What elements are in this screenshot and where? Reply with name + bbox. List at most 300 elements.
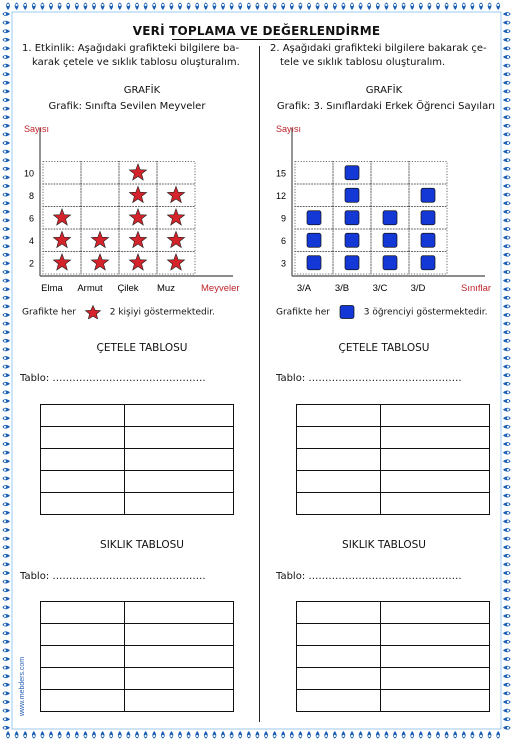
border-drop bbox=[316, 731, 320, 739]
border-drop bbox=[6, 731, 10, 739]
table-cell[interactable] bbox=[125, 471, 234, 493]
table-cell[interactable] bbox=[381, 449, 490, 471]
border-drop-dot bbox=[4, 649, 6, 651]
border-drop bbox=[503, 692, 511, 696]
border-drop bbox=[3, 270, 11, 274]
border-drop bbox=[3, 176, 11, 180]
table-cell[interactable] bbox=[41, 690, 125, 712]
border-ornament bbox=[453, 3, 457, 11]
border-drop bbox=[230, 731, 234, 739]
border-drop-dot bbox=[84, 735, 86, 737]
border-ornament bbox=[3, 365, 11, 369]
border-drop-dot bbox=[507, 73, 509, 75]
border-drop bbox=[503, 12, 511, 16]
table-cell[interactable] bbox=[381, 493, 490, 515]
border-ornament bbox=[342, 3, 346, 11]
border-ornament bbox=[256, 3, 260, 11]
border-drop-dot bbox=[4, 675, 6, 677]
border-drop bbox=[503, 365, 511, 369]
border-ornament bbox=[3, 90, 11, 94]
border-drop-dot bbox=[507, 426, 509, 428]
border-drop bbox=[503, 511, 511, 515]
y-tick-label: 12 bbox=[275, 190, 286, 201]
border-ornament bbox=[503, 502, 511, 506]
right-question-line-1: 2. Aşağıdaki grafikteki bilgilere bakarak çe- bbox=[270, 43, 487, 54]
border-ornament bbox=[503, 563, 511, 567]
border-ornament bbox=[3, 468, 11, 472]
left-graph-title: Grafik: Sınıfta Sevilen Meyveler bbox=[48, 101, 206, 112]
border-ornament bbox=[3, 554, 11, 558]
right-question bbox=[270, 42, 502, 70]
border-drop bbox=[462, 3, 466, 11]
border-drop bbox=[152, 3, 156, 11]
border-drop bbox=[3, 649, 11, 653]
border-drop bbox=[419, 731, 423, 739]
border-drop-dot bbox=[4, 245, 6, 247]
border-drop bbox=[503, 339, 511, 343]
border-drop-dot bbox=[325, 735, 327, 737]
border-drop bbox=[503, 588, 511, 592]
border-drop-dot bbox=[507, 237, 509, 239]
y-tick-label: 10 bbox=[23, 168, 34, 179]
border-drop bbox=[436, 3, 440, 11]
border-ornament bbox=[503, 631, 511, 635]
border-drop bbox=[3, 382, 11, 386]
border-drop-dot bbox=[507, 512, 509, 514]
border-drop-dot bbox=[4, 727, 6, 729]
border-drop bbox=[66, 3, 70, 11]
border-drop bbox=[503, 81, 511, 85]
border-ornament bbox=[436, 731, 440, 739]
border-drop-dot bbox=[4, 323, 6, 325]
table-cell[interactable] bbox=[297, 646, 381, 668]
border-drop bbox=[3, 158, 11, 162]
border-drop-dot bbox=[437, 4, 439, 6]
border-drop-dot bbox=[41, 4, 43, 6]
border-drop-dot bbox=[110, 4, 112, 6]
border-drop bbox=[316, 3, 320, 11]
border-drop bbox=[3, 700, 11, 704]
border-drop-dot bbox=[299, 4, 301, 6]
border-drop-dot bbox=[411, 735, 413, 737]
table-cell[interactable] bbox=[297, 602, 381, 624]
border-drop bbox=[230, 3, 234, 11]
table-cell[interactable] bbox=[381, 624, 490, 646]
border-drop-dot bbox=[507, 159, 509, 161]
border-drop bbox=[3, 459, 11, 463]
chart-mark-square bbox=[307, 211, 321, 225]
border-drop bbox=[92, 3, 96, 11]
table-cell[interactable] bbox=[297, 427, 381, 449]
border-drop-dot bbox=[205, 4, 207, 6]
table-cell[interactable] bbox=[125, 427, 234, 449]
border-ornament bbox=[496, 731, 500, 739]
border-drop bbox=[393, 3, 397, 11]
border-drop bbox=[3, 683, 11, 687]
table-cell[interactable] bbox=[41, 668, 125, 690]
border-drop-dot bbox=[4, 692, 6, 694]
border-ornament bbox=[410, 3, 414, 11]
border-ornament bbox=[3, 485, 11, 489]
border-drop bbox=[161, 731, 165, 739]
table-cell[interactable] bbox=[125, 602, 234, 624]
border-drop bbox=[238, 731, 242, 739]
x-axis-label: Sınıflar bbox=[461, 283, 492, 294]
border-ornament bbox=[3, 416, 11, 420]
border-ornament bbox=[503, 468, 511, 472]
border-drop bbox=[3, 339, 11, 343]
border-ornament bbox=[3, 683, 11, 687]
table-cell[interactable] bbox=[297, 471, 381, 493]
border-drop bbox=[3, 494, 11, 498]
chart-grid-cell bbox=[81, 184, 119, 207]
border-drop-dot bbox=[248, 735, 250, 737]
border-ornament bbox=[3, 158, 11, 162]
border-ornament bbox=[3, 184, 11, 188]
border-drop-dot bbox=[4, 116, 6, 118]
table-cell[interactable] bbox=[125, 493, 234, 515]
border-drop bbox=[3, 434, 11, 438]
border-ornament bbox=[75, 3, 79, 11]
border-drop bbox=[3, 322, 11, 326]
border-drop-dot bbox=[507, 460, 509, 462]
border-drop-dot bbox=[4, 366, 6, 368]
border-drop bbox=[3, 227, 11, 231]
border-drop bbox=[109, 731, 113, 739]
border-ornament bbox=[503, 425, 511, 429]
border-drop bbox=[3, 485, 11, 489]
border-ornament bbox=[376, 3, 380, 11]
border-ornament bbox=[3, 262, 11, 266]
border-drop-dot bbox=[4, 563, 6, 565]
table-cell[interactable] bbox=[41, 602, 125, 624]
table-cell[interactable] bbox=[41, 493, 125, 515]
border-drop-dot bbox=[188, 4, 190, 6]
border-drop bbox=[32, 731, 36, 739]
border-drop bbox=[187, 731, 191, 739]
table-cell[interactable] bbox=[297, 449, 381, 471]
border-drop bbox=[204, 731, 208, 739]
border-ornament bbox=[3, 38, 11, 42]
table-cell[interactable] bbox=[41, 646, 125, 668]
border-drop bbox=[247, 3, 251, 11]
border-ornament bbox=[135, 3, 139, 11]
border-ornament bbox=[503, 657, 511, 661]
border-drop bbox=[247, 731, 251, 739]
border-drop-dot bbox=[507, 56, 509, 58]
border-drop bbox=[402, 3, 406, 11]
table-cell[interactable] bbox=[297, 493, 381, 515]
border-ornament bbox=[3, 391, 11, 395]
border-drop bbox=[3, 580, 11, 584]
border-drop bbox=[264, 3, 268, 11]
border-drop-dot bbox=[420, 735, 422, 737]
right-tally-table bbox=[296, 404, 490, 515]
border-drop bbox=[503, 399, 511, 403]
border-drop-dot bbox=[497, 735, 499, 737]
table-cell[interactable] bbox=[125, 624, 234, 646]
border-drop bbox=[3, 141, 11, 145]
border-ornament bbox=[3, 133, 11, 137]
border-drop bbox=[3, 391, 11, 395]
border-drop-dot bbox=[67, 735, 69, 737]
border-ornament bbox=[376, 731, 380, 739]
border-drop-dot bbox=[4, 262, 6, 264]
chart-mark-square bbox=[345, 233, 359, 247]
border-drop bbox=[503, 717, 511, 721]
border-drop bbox=[15, 3, 19, 11]
y-tick-label: 4 bbox=[28, 235, 34, 246]
border-drop bbox=[3, 442, 11, 446]
chart-mark-star bbox=[53, 209, 70, 225]
border-drop-dot bbox=[507, 194, 509, 196]
border-drop bbox=[462, 731, 466, 739]
border-ornament bbox=[3, 631, 11, 635]
border-ornament bbox=[3, 219, 11, 223]
border-ornament bbox=[23, 731, 27, 739]
border-ornament bbox=[3, 227, 11, 231]
border-drop bbox=[503, 563, 511, 567]
border-drop bbox=[350, 731, 354, 739]
table-cell[interactable] bbox=[381, 471, 490, 493]
border-ornament bbox=[195, 3, 199, 11]
chart-mark-square bbox=[383, 256, 397, 270]
border-drop-dot bbox=[16, 4, 18, 6]
table-cell[interactable] bbox=[297, 668, 381, 690]
border-drop bbox=[367, 731, 371, 739]
border-ornament bbox=[503, 373, 511, 377]
border-ornament bbox=[307, 731, 311, 739]
left-tally-title-field[interactable]: Tablo: ………………………………………. bbox=[20, 373, 206, 384]
table-cell[interactable] bbox=[125, 646, 234, 668]
border-drop-dot bbox=[222, 4, 224, 6]
border-drop bbox=[503, 434, 511, 438]
watermark-text: www.mebders.com bbox=[19, 656, 26, 716]
border-drop-dot bbox=[213, 4, 215, 6]
border-ornament bbox=[15, 3, 19, 11]
border-ornament bbox=[3, 47, 11, 51]
chart-mark-square bbox=[383, 233, 397, 247]
table-cell[interactable] bbox=[297, 405, 381, 427]
border-ornament bbox=[3, 330, 11, 334]
right-freq-title-field[interactable]: Tablo: ………………………………………. bbox=[276, 571, 462, 582]
border-drop bbox=[503, 580, 511, 584]
chart-mark-square bbox=[307, 233, 321, 247]
border-drop bbox=[307, 731, 311, 739]
border-ornament bbox=[109, 731, 113, 739]
border-ornament bbox=[503, 365, 511, 369]
border-drop bbox=[503, 649, 511, 653]
border-drop bbox=[41, 3, 45, 11]
border-ornament bbox=[32, 731, 36, 739]
border-drop-dot bbox=[385, 735, 387, 737]
chart-mark-star bbox=[129, 186, 146, 202]
border-drop-dot bbox=[4, 90, 6, 92]
y-axis-label: Sayısı bbox=[24, 124, 50, 134]
x-tick-label: 3/B bbox=[334, 283, 350, 294]
border-drop bbox=[503, 459, 511, 463]
table-cell[interactable] bbox=[125, 449, 234, 471]
border-ornament bbox=[3, 356, 11, 360]
border-drop bbox=[3, 184, 11, 188]
border-ornament bbox=[503, 391, 511, 395]
border-drop-dot bbox=[4, 357, 6, 359]
border-drop-dot bbox=[4, 589, 6, 591]
border-drop bbox=[367, 3, 371, 11]
border-drop bbox=[3, 623, 11, 627]
border-drop-dot bbox=[480, 735, 482, 737]
border-drop bbox=[238, 3, 242, 11]
border-drop-dot bbox=[4, 151, 6, 153]
border-drop-dot bbox=[507, 692, 509, 694]
table-cell[interactable] bbox=[381, 668, 490, 690]
table-cell[interactable] bbox=[41, 405, 125, 427]
border-drop-dot bbox=[4, 82, 6, 84]
border-drop bbox=[3, 511, 11, 515]
border-drop bbox=[3, 468, 11, 472]
border-drop-dot bbox=[4, 65, 6, 67]
table-cell[interactable] bbox=[41, 427, 125, 449]
border-drop-dot bbox=[299, 735, 301, 737]
border-drop bbox=[488, 3, 492, 11]
right-frequency-table bbox=[296, 601, 490, 712]
border-drop-dot bbox=[179, 735, 181, 737]
border-drop-dot bbox=[317, 735, 319, 737]
table-cell[interactable] bbox=[125, 690, 234, 712]
border-drop bbox=[496, 731, 500, 739]
border-drop bbox=[3, 399, 11, 403]
border-ornament bbox=[385, 731, 389, 739]
table-cell[interactable] bbox=[297, 690, 381, 712]
border-drop bbox=[503, 451, 511, 455]
table-cell[interactable] bbox=[381, 646, 490, 668]
border-ornament bbox=[503, 64, 511, 68]
table-cell[interactable] bbox=[381, 427, 490, 449]
border-drop-dot bbox=[119, 735, 121, 737]
border-ornament bbox=[503, 726, 511, 730]
border-drop bbox=[503, 700, 511, 704]
border-drop bbox=[3, 709, 11, 713]
border-ornament bbox=[488, 731, 492, 739]
border-drop-dot bbox=[428, 735, 430, 737]
table-cell[interactable] bbox=[381, 405, 490, 427]
border-drop-dot bbox=[507, 529, 509, 531]
right-tally-title-field[interactable]: Tablo: ………………………………………. bbox=[276, 373, 462, 384]
border-drop-dot bbox=[489, 4, 491, 6]
border-drop-dot bbox=[213, 735, 215, 737]
border-drop bbox=[503, 391, 511, 395]
border-drop-dot bbox=[507, 563, 509, 565]
border-drop-dot bbox=[136, 4, 138, 6]
border-drop bbox=[213, 3, 217, 11]
border-drop bbox=[503, 330, 511, 334]
border-drop bbox=[3, 692, 11, 696]
border-drop-dot bbox=[4, 546, 6, 548]
chart-mark-square bbox=[345, 256, 359, 270]
border-ornament bbox=[3, 459, 11, 463]
table-cell[interactable] bbox=[125, 405, 234, 427]
border-ornament bbox=[221, 3, 225, 11]
border-ornament bbox=[3, 98, 11, 102]
right-graph-heading: GRAFİK bbox=[365, 85, 403, 96]
border-drop-dot bbox=[471, 4, 473, 6]
border-drop-dot bbox=[4, 417, 6, 419]
border-drop-dot bbox=[4, 409, 6, 411]
border-drop bbox=[376, 3, 380, 11]
table-cell[interactable] bbox=[381, 602, 490, 624]
border-drop bbox=[3, 348, 11, 352]
border-ornament bbox=[462, 3, 466, 11]
border-drop bbox=[15, 731, 19, 739]
border-ornament bbox=[3, 124, 11, 128]
border-drop-dot bbox=[188, 735, 190, 737]
border-ornament bbox=[503, 709, 511, 713]
chart-mark-square bbox=[307, 256, 321, 270]
border-ornament bbox=[479, 3, 483, 11]
border-ornament bbox=[213, 731, 217, 739]
border-ornament bbox=[3, 201, 11, 205]
table-cell[interactable] bbox=[41, 449, 125, 471]
table-cell[interactable] bbox=[125, 668, 234, 690]
border-ornament bbox=[299, 3, 303, 11]
border-drop bbox=[3, 253, 11, 257]
table-cell[interactable] bbox=[381, 690, 490, 712]
border-drop-dot bbox=[4, 495, 6, 497]
border-ornament bbox=[367, 3, 371, 11]
table-cell[interactable] bbox=[41, 471, 125, 493]
table-cell[interactable] bbox=[41, 624, 125, 646]
border-ornament bbox=[503, 55, 511, 59]
border-drop bbox=[503, 477, 511, 481]
border-drop bbox=[3, 365, 11, 369]
border-drop bbox=[3, 666, 11, 670]
border-drop-dot bbox=[136, 735, 138, 737]
chart-mark-square bbox=[383, 211, 397, 225]
border-drop-dot bbox=[4, 47, 6, 49]
border-drop bbox=[3, 373, 11, 377]
border-drop-dot bbox=[360, 735, 362, 737]
right-key-suffix: öğrenciyi göstermektedir. bbox=[372, 307, 488, 318]
border-ornament bbox=[503, 477, 511, 481]
border-ornament bbox=[3, 494, 11, 498]
border-drop bbox=[66, 731, 70, 739]
chart-mark-square bbox=[421, 211, 435, 225]
border-drop bbox=[445, 731, 449, 739]
border-ornament bbox=[3, 614, 11, 618]
border-drop-dot bbox=[196, 735, 198, 737]
border-drop bbox=[376, 731, 380, 739]
table-cell[interactable] bbox=[297, 624, 381, 646]
border-drop bbox=[324, 731, 328, 739]
border-drop bbox=[503, 683, 511, 687]
left-freq-title-field[interactable]: Tablo: ………………………………………. bbox=[20, 571, 206, 582]
border-drop bbox=[3, 597, 11, 601]
border-drop-dot bbox=[507, 581, 509, 583]
border-drop bbox=[428, 3, 432, 11]
border-drop-dot bbox=[110, 735, 112, 737]
border-ornament bbox=[3, 253, 11, 257]
border-drop-dot bbox=[4, 133, 6, 135]
border-drop-dot bbox=[507, 168, 509, 170]
border-drop bbox=[299, 3, 303, 11]
y-tick-label: 2 bbox=[28, 258, 34, 269]
chart-mark-square bbox=[345, 188, 359, 202]
x-axis-label: Meyveler bbox=[201, 283, 240, 294]
border-drop bbox=[3, 150, 11, 154]
border-ornament bbox=[161, 731, 165, 739]
border-drop-dot bbox=[162, 735, 164, 737]
border-ornament bbox=[3, 425, 11, 429]
